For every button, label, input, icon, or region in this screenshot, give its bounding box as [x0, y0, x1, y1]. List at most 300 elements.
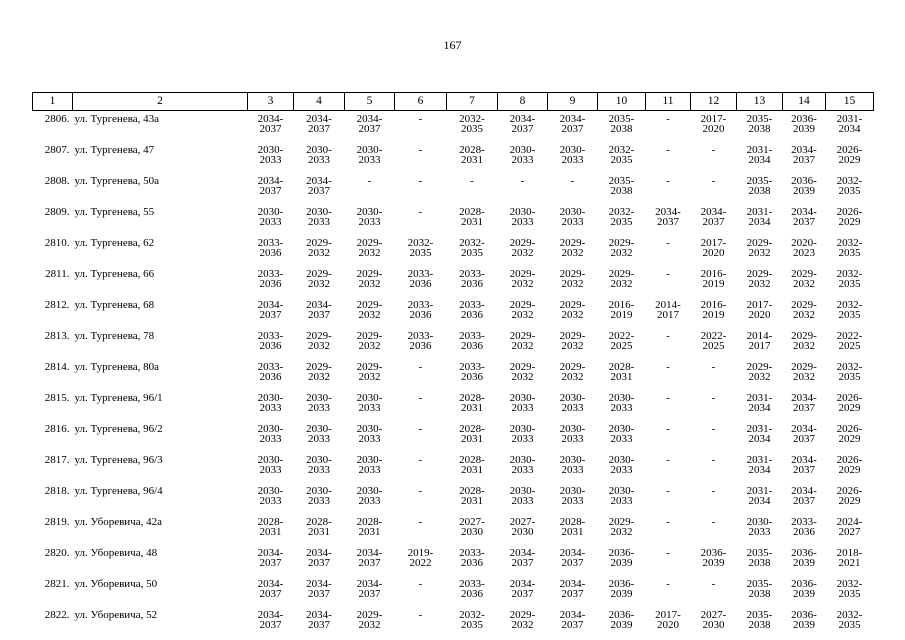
period-start: 2032-	[459, 237, 485, 249]
period-cell	[826, 545, 874, 576]
period-cell	[447, 576, 498, 607]
period-end: 2032	[793, 371, 815, 383]
period-cell	[783, 452, 826, 483]
period-cell: -	[520, 175, 525, 187]
period-cell	[294, 359, 345, 390]
period-start: 2031-	[836, 113, 863, 125]
period-start: 2030-	[306, 206, 332, 218]
period-end: 2036	[461, 557, 483, 569]
row-number: 2822.	[44, 609, 70, 621]
period-end: 2031	[461, 464, 483, 476]
period-cell	[447, 266, 498, 297]
period-end: 2032	[511, 340, 534, 352]
period-start: 2029-	[509, 361, 536, 373]
period-start: 2017-	[700, 113, 727, 125]
period-cell	[294, 266, 345, 297]
period-cell	[447, 235, 498, 266]
period-cell	[783, 142, 826, 173]
period-cell	[783, 483, 826, 514]
period-cell: -	[418, 144, 423, 156]
period-start: 2034-	[791, 392, 817, 404]
period-cell	[737, 328, 783, 359]
period-cell	[737, 576, 783, 607]
period-start: 2030-	[356, 454, 383, 466]
period-cell	[498, 421, 548, 452]
period-end: 2035	[838, 619, 861, 631]
period-cell: -	[711, 423, 716, 435]
period-start: 2028-	[559, 516, 586, 528]
period-start: 2029-	[356, 237, 383, 249]
table-row	[33, 173, 874, 204]
period-cell	[598, 173, 646, 204]
row-number: 2811.	[45, 268, 70, 280]
period-start: 2034-	[509, 547, 536, 559]
period-start: 2017-	[746, 299, 773, 311]
column-header-4: 4	[294, 93, 345, 111]
period-cell	[548, 607, 598, 638]
address-cell: ул. Тургенева, 62	[74, 237, 155, 249]
period-start: 2034-	[257, 113, 284, 125]
period-cell	[783, 173, 826, 204]
period-end: 2032	[610, 526, 633, 538]
period-start: 2016-	[700, 268, 727, 280]
period-cell	[826, 359, 874, 390]
period-start: 2026-	[836, 423, 863, 435]
period-end: 2036	[259, 371, 282, 383]
period-start: 2030-	[509, 423, 536, 435]
period-start: 2034-	[559, 113, 586, 125]
period-cell	[598, 204, 646, 235]
period-start: 2032-	[836, 299, 863, 311]
period-end: 2033	[259, 433, 282, 445]
row-number: 2818.	[44, 485, 70, 497]
period-start: 2030-	[509, 485, 536, 497]
period-cell: -	[367, 175, 372, 187]
period-end: 2037	[793, 216, 815, 228]
period-cell	[548, 452, 598, 483]
period-end: 2039	[793, 185, 815, 197]
period-cell	[826, 204, 874, 235]
period-cell: -	[666, 330, 670, 342]
period-end: 2032	[358, 371, 381, 383]
table-body	[33, 111, 874, 639]
period-start: 2032-	[608, 206, 635, 218]
period-cell	[737, 297, 783, 328]
row-number: 2817.	[44, 454, 70, 466]
period-end: 2036	[461, 340, 483, 352]
period-cell: -	[711, 175, 716, 187]
period-cell: -	[711, 361, 716, 373]
period-start: 2034-	[791, 454, 817, 466]
column-header-13: 13	[737, 93, 783, 111]
period-cell	[248, 483, 294, 514]
period-cell: -	[711, 454, 716, 466]
period-end: 2032	[511, 309, 534, 321]
period-cell: -	[570, 175, 575, 187]
period-end: 2033	[358, 216, 381, 228]
period-cell: -	[666, 454, 670, 466]
period-cell	[737, 266, 783, 297]
period-start: 2029-	[306, 237, 332, 249]
period-cell: -	[418, 609, 423, 621]
period-start: 2031-	[746, 423, 773, 435]
period-cell	[345, 514, 395, 545]
period-cell	[294, 483, 345, 514]
period-start: 2034-	[559, 578, 586, 590]
period-cell	[783, 297, 826, 328]
period-start: 2033-	[407, 330, 434, 342]
period-start: 2014-	[746, 330, 773, 342]
period-start: 2026-	[836, 144, 863, 156]
period-start: 2036-	[608, 547, 635, 559]
period-end: 2030	[702, 619, 725, 631]
period-end: 2031	[461, 216, 483, 228]
period-start: 2033-	[459, 578, 485, 590]
period-cell: -	[418, 423, 423, 435]
period-cell	[395, 235, 447, 266]
period-end: 2031	[461, 154, 483, 166]
period-end: 2036	[259, 340, 282, 352]
period-start: 2026-	[836, 392, 863, 404]
period-cell: -	[666, 516, 670, 528]
period-start: 2030-	[608, 423, 635, 435]
period-end: 2030	[461, 526, 483, 538]
period-cell	[248, 359, 294, 390]
period-start: 2035-	[746, 578, 773, 590]
period-cell	[248, 328, 294, 359]
period-start: 2030-	[559, 206, 586, 218]
period-cell: -	[418, 392, 423, 404]
period-cell	[294, 421, 345, 452]
period-cell	[294, 390, 345, 421]
table-row	[33, 483, 874, 514]
period-cell	[345, 266, 395, 297]
period-end: 2031	[610, 371, 633, 383]
period-end: 2037	[358, 123, 381, 135]
period-start: 2033-	[257, 268, 284, 280]
period-end: 2023	[793, 247, 815, 259]
period-start: 2022-	[836, 330, 863, 342]
period-cell	[345, 204, 395, 235]
period-end: 2032	[308, 278, 330, 290]
period-start: 2032-	[836, 268, 863, 280]
period-cell	[447, 421, 498, 452]
period-end: 2032	[610, 278, 633, 290]
period-start: 2030-	[306, 485, 332, 497]
address-cell: ул. Тургенева, 78	[74, 330, 155, 342]
period-cell	[691, 607, 737, 638]
period-cell	[498, 452, 548, 483]
period-start: 2029-	[791, 330, 817, 342]
period-end: 2037	[561, 557, 584, 569]
column-header-12: 12	[691, 93, 737, 111]
period-end: 2036	[793, 526, 815, 538]
period-start: 2017-	[700, 237, 727, 249]
period-end: 2020	[702, 123, 725, 135]
period-cell	[737, 545, 783, 576]
period-end: 2036	[461, 309, 483, 321]
table-row	[33, 390, 874, 421]
period-start: 2034-	[306, 175, 332, 187]
period-start: 2034-	[559, 547, 586, 559]
period-cell	[737, 142, 783, 173]
period-start: 2016-	[608, 299, 635, 311]
period-end: 2031	[461, 495, 483, 507]
period-end: 2034	[748, 216, 771, 228]
period-end: 2033	[259, 216, 282, 228]
period-end: 2033	[308, 464, 330, 476]
period-start: 2033-	[459, 268, 485, 280]
period-cell	[691, 204, 737, 235]
period-start: 2018-	[836, 547, 863, 559]
period-cell	[447, 607, 498, 638]
period-start: 2029-	[559, 237, 586, 249]
period-start: 2029-	[746, 361, 773, 373]
period-end: 2033	[259, 154, 282, 166]
period-cell	[548, 390, 598, 421]
period-start: 2032-	[407, 237, 434, 249]
period-end: 2034	[748, 464, 771, 476]
column-header-10: 10	[598, 93, 646, 111]
period-start: 2029-	[356, 609, 383, 621]
period-cell: -	[666, 485, 670, 497]
period-start: 2033-	[459, 299, 485, 311]
period-end: 2032	[748, 371, 771, 383]
period-start: 2029-	[306, 330, 332, 342]
period-end: 2039	[793, 619, 815, 631]
period-cell: -	[666, 578, 670, 590]
period-end: 2035	[461, 247, 483, 259]
period-start: 2036-	[791, 578, 817, 590]
column-header-6: 6	[395, 93, 447, 111]
period-end: 2038	[610, 185, 633, 197]
period-end: 2037	[511, 123, 534, 135]
period-end: 2032	[561, 247, 584, 259]
period-start: 2030-	[306, 423, 332, 435]
period-end: 2035	[461, 123, 483, 135]
period-start: 2029-	[356, 330, 383, 342]
period-start: 2034-	[509, 113, 536, 125]
period-end: 2033	[308, 402, 330, 414]
period-end: 2035	[838, 309, 861, 321]
period-start: 2034-	[257, 609, 284, 621]
period-cell: -	[418, 361, 423, 373]
period-cell	[737, 483, 783, 514]
period-cell: -	[711, 516, 716, 528]
period-cell	[498, 607, 548, 638]
table-row	[33, 359, 874, 390]
period-start: 2033-	[257, 361, 284, 373]
table-row	[33, 235, 874, 266]
period-start: 2029-	[306, 361, 332, 373]
period-cell	[345, 421, 395, 452]
period-end: 2038	[748, 588, 771, 600]
period-cell	[447, 328, 498, 359]
period-end: 2029	[838, 464, 861, 476]
period-start: 2030-	[559, 392, 586, 404]
period-cell	[737, 235, 783, 266]
address-cell: ул. Тургенева, 55	[74, 206, 155, 218]
row-number: 2816.	[44, 423, 70, 435]
period-cell	[498, 142, 548, 173]
period-start: 2030-	[356, 144, 383, 156]
period-start: 2028-	[459, 144, 485, 156]
period-start: 2036-	[791, 175, 817, 187]
address-cell: ул. Уборевича, 42а	[74, 516, 162, 528]
period-start: 2032-	[459, 113, 485, 125]
period-cell	[345, 607, 395, 638]
period-cell	[447, 390, 498, 421]
period-end: 2033	[610, 464, 633, 476]
period-cell: -	[666, 237, 670, 249]
period-cell	[783, 111, 826, 143]
row-number: 2806.	[44, 113, 70, 125]
period-end: 2039	[793, 588, 815, 600]
period-end: 2035	[838, 247, 861, 259]
table-row	[33, 421, 874, 452]
period-cell	[783, 266, 826, 297]
period-cell	[294, 173, 345, 204]
period-start: 2029-	[746, 268, 773, 280]
period-cell	[598, 328, 646, 359]
row-number: 2819.	[44, 516, 70, 528]
period-end: 2039	[702, 557, 725, 569]
address-cell: ул. Тургенева, 96/1	[74, 392, 163, 404]
row-number: 2821.	[44, 578, 70, 590]
period-end: 2037	[793, 402, 815, 414]
period-start: 2035-	[608, 175, 635, 187]
period-cell	[691, 297, 737, 328]
period-start: 2029-	[559, 330, 586, 342]
period-start: 2035-	[746, 175, 773, 187]
period-end: 2031	[561, 526, 584, 538]
period-start: 2030-	[356, 423, 383, 435]
period-cell: -	[711, 578, 716, 590]
period-start: 2033-	[459, 330, 485, 342]
column-header-15: 15	[826, 93, 874, 111]
period-end: 2033	[308, 154, 330, 166]
period-start: 2035-	[746, 609, 773, 621]
period-end: 2036	[409, 278, 432, 290]
period-cell	[498, 328, 548, 359]
period-start: 2034-	[791, 144, 817, 156]
period-start: 2029-	[746, 237, 773, 249]
period-cell	[294, 576, 345, 607]
period-end: 2033	[358, 402, 381, 414]
period-end: 2033	[511, 154, 534, 166]
period-end: 2032	[358, 340, 381, 352]
table-row	[33, 452, 874, 483]
period-start: 2033-	[257, 237, 284, 249]
page-number: 167	[443, 38, 462, 52]
address-cell: ул. Тургенева, 66	[74, 268, 155, 280]
address-cell: ул. Уборевича, 50	[74, 578, 158, 590]
period-end: 2031	[461, 433, 483, 445]
period-end: 2037	[259, 123, 282, 135]
period-end: 2037	[259, 619, 282, 631]
period-cell	[598, 607, 646, 638]
period-start: 2024-	[836, 516, 863, 528]
period-end: 2032	[561, 340, 584, 352]
period-cell	[646, 607, 691, 638]
period-end: 2027	[838, 526, 861, 538]
period-end: 2032	[358, 309, 381, 321]
period-end: 2032	[793, 340, 815, 352]
period-start: 2027-	[509, 516, 536, 528]
period-start: 2029-	[608, 516, 635, 528]
period-cell	[548, 266, 598, 297]
period-start: 2030-	[257, 392, 284, 404]
period-cell	[248, 297, 294, 328]
period-cell	[248, 452, 294, 483]
period-start: 2030-	[559, 423, 586, 435]
period-cell: -	[418, 516, 423, 528]
address-cell: ул. Тургенева, 96/3	[74, 454, 163, 466]
period-end: 2032	[561, 371, 584, 383]
period-end: 2037	[259, 588, 282, 600]
period-cell: -	[418, 578, 423, 590]
period-start: 2034-	[257, 175, 284, 187]
period-start: 2030-	[608, 485, 635, 497]
period-cell	[248, 204, 294, 235]
period-start: 2029-	[559, 361, 586, 373]
period-cell	[345, 328, 395, 359]
period-cell	[783, 359, 826, 390]
period-end: 2035	[610, 216, 633, 228]
column-header-8: 8	[498, 93, 548, 111]
period-start: 2031-	[746, 206, 773, 218]
period-end: 2033	[561, 464, 584, 476]
period-end: 2031	[259, 526, 282, 538]
period-cell	[598, 390, 646, 421]
period-end: 2033	[358, 495, 381, 507]
row-number: 2820.	[44, 547, 70, 559]
period-end: 2022	[409, 557, 432, 569]
period-cell	[548, 545, 598, 576]
period-end: 2034	[748, 433, 771, 445]
period-start: 2036-	[791, 113, 817, 125]
period-cell: -	[666, 361, 670, 373]
period-cell	[345, 483, 395, 514]
period-start: 2033-	[257, 330, 284, 342]
period-cell	[294, 235, 345, 266]
column-header-1: 1	[33, 93, 73, 111]
period-start: 2030-	[306, 144, 332, 156]
table-row	[33, 142, 874, 173]
period-cell: -	[666, 113, 670, 125]
table-row	[33, 576, 874, 607]
period-end: 2019	[702, 309, 725, 321]
period-end: 2025	[838, 340, 861, 352]
row-number: 2807.	[44, 144, 70, 156]
period-start: 2019-	[407, 547, 434, 559]
period-cell	[294, 142, 345, 173]
period-cell	[826, 142, 874, 173]
period-cell: -	[666, 175, 670, 187]
period-start: 2033-	[459, 547, 485, 559]
column-header-5: 5	[345, 93, 395, 111]
table-row	[33, 545, 874, 576]
period-end: 2017	[657, 309, 679, 321]
period-start: 2029-	[509, 299, 536, 311]
period-cell	[598, 452, 646, 483]
period-cell: -	[666, 423, 670, 435]
period-cell	[294, 514, 345, 545]
period-end: 2032	[511, 278, 534, 290]
period-end: 2019	[610, 309, 633, 321]
period-start: 2036-	[608, 578, 635, 590]
period-cell	[783, 607, 826, 638]
